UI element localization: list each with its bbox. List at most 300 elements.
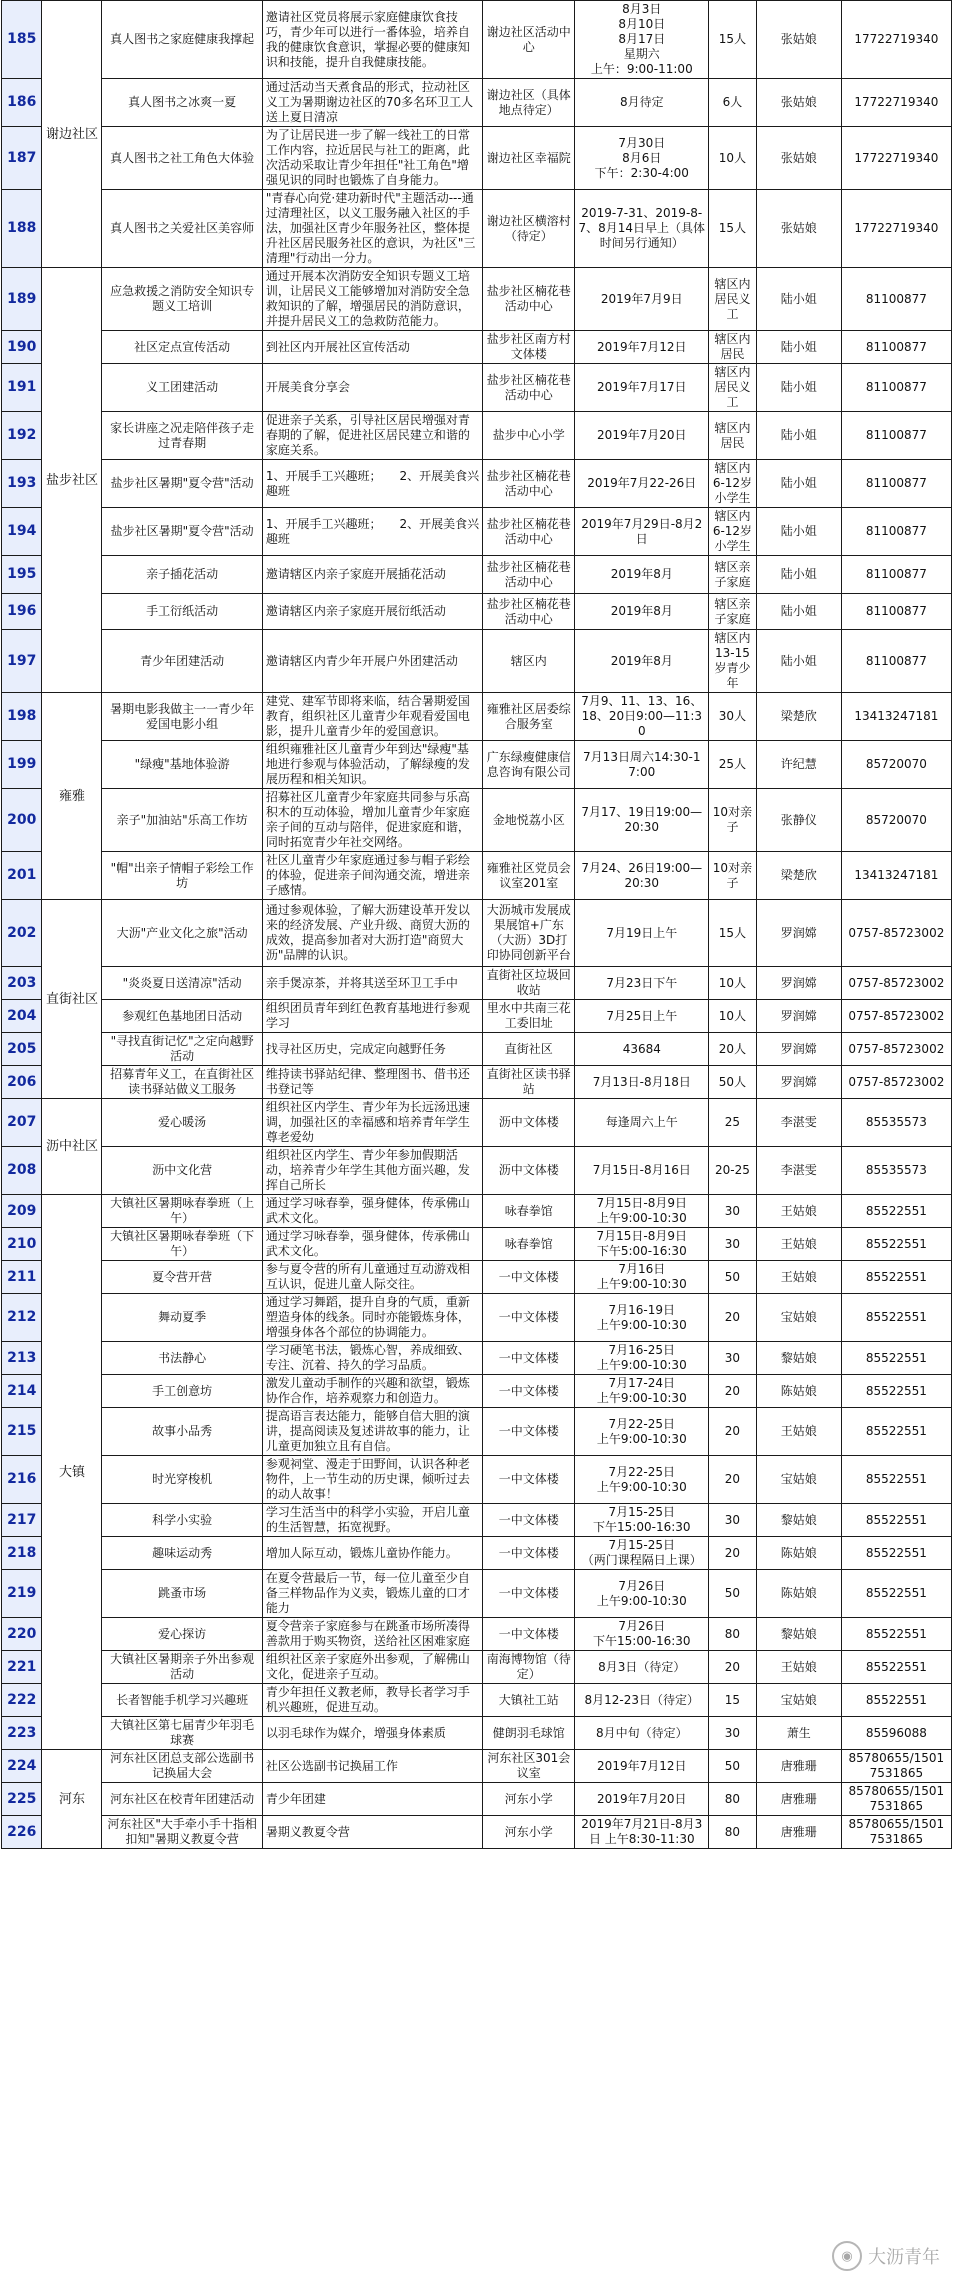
place-cell: 直街社区	[483, 1033, 575, 1066]
people-cell: 15人	[709, 900, 756, 967]
activity-name-cell: 大镇社区第七届青少年羽毛球赛	[102, 1717, 262, 1750]
activity-name-cell: 暑期电影我做主一一青少年爱国电影小组	[102, 693, 262, 741]
time-cell: 43684	[575, 1033, 709, 1066]
activity-content-cell: 开展美食分享会	[262, 364, 482, 412]
table-row	[2, 190, 952, 268]
place-cell: 咏春拳馆	[483, 1228, 575, 1261]
row-number-cell: 197	[2, 630, 42, 693]
activity-name-cell: 真人图书之关爱社区美容师	[102, 190, 262, 268]
table-row	[2, 1618, 952, 1651]
row-number-cell: 194	[2, 508, 42, 556]
row-number-cell: 186	[2, 79, 42, 127]
people-cell: 30	[709, 1195, 756, 1228]
people-cell: 辖区内居民	[709, 331, 756, 364]
people-cell: 10人	[709, 1000, 756, 1033]
phone-cell: 81100877	[841, 508, 951, 556]
table-row	[2, 1651, 952, 1684]
contact-cell: 黎姑娘	[756, 1342, 841, 1375]
time-cell: 7月30日 8月6日 下午：2:30-4:00	[575, 127, 709, 190]
time-cell: 2019年7月22-26日	[575, 460, 709, 508]
phone-cell: 85522551	[841, 1195, 951, 1228]
people-cell: 辖区内居民义工	[709, 268, 756, 331]
contact-cell: 王姑娘	[756, 1408, 841, 1456]
time-cell: 2019年7月17日	[575, 364, 709, 412]
table-row	[2, 1717, 952, 1750]
table-row	[2, 412, 952, 460]
table-row	[2, 364, 952, 412]
activity-name-cell: 沥中文化营	[102, 1147, 262, 1195]
contact-cell: 陆小姐	[756, 594, 841, 630]
table-row	[2, 1099, 952, 1147]
time-cell: 2019年7月12日	[575, 1750, 709, 1783]
contact-cell: 陆小姐	[756, 460, 841, 508]
activity-content-cell: 亲手煲凉茶，并将其送至环卫工手中	[262, 967, 482, 1000]
activity-name-cell: 应急救援之消防安全知识专题义工培训	[102, 268, 262, 331]
activity-name-cell: 义工团建活动	[102, 364, 262, 412]
people-cell: 80	[709, 1816, 756, 1849]
activity-name-cell: 大镇社区暑期亲子外出参观活动	[102, 1651, 262, 1684]
row-number-cell: 200	[2, 789, 42, 852]
time-cell: 7月16-19日 上午9:00-10:30	[575, 1294, 709, 1342]
contact-cell: 罗润嫦	[756, 1066, 841, 1099]
place-cell: 谢边社区幸福院	[483, 127, 575, 190]
activity-content-cell: 学习硬笔书法，锻炼心智，养成细致、专注、沉着、持久的学习品质。	[262, 1342, 482, 1375]
table-row	[2, 79, 952, 127]
time-cell: 7月26日 上午9:00-10:30	[575, 1570, 709, 1618]
table-row	[2, 789, 952, 852]
row-number-cell: 212	[2, 1294, 42, 1342]
activity-name-cell: "帽"出亲子情帽子彩绘工作坊	[102, 852, 262, 900]
people-cell: 50	[709, 1750, 756, 1783]
time-cell: 2019年8月	[575, 630, 709, 693]
contact-cell: 宝姑娘	[756, 1456, 841, 1504]
table-row	[2, 1228, 952, 1261]
activity-name-cell: 真人图书之家庭健康我撑起	[102, 1, 262, 79]
time-cell: 8月3日 8月10日 8月17日 星期六 上午：9:00-11:00	[575, 1, 709, 79]
row-number-cell: 210	[2, 1228, 42, 1261]
place-cell: 一中文体楼	[483, 1537, 575, 1570]
time-cell: 7月22-25日 上午9:00-10:30	[575, 1456, 709, 1504]
people-cell: 30	[709, 1504, 756, 1537]
place-cell: 盐步社区楠花巷活动中心	[483, 364, 575, 412]
row-number-cell: 223	[2, 1717, 42, 1750]
place-cell: 一中文体楼	[483, 1294, 575, 1342]
contact-cell: 张姑娘	[756, 79, 841, 127]
time-cell: 7月15日-8月16日	[575, 1147, 709, 1195]
contact-cell: 陆小姐	[756, 556, 841, 594]
activity-name-cell: 跳蚤市场	[102, 1570, 262, 1618]
phone-cell: 85522551	[841, 1537, 951, 1570]
contact-cell: 王姑娘	[756, 1261, 841, 1294]
people-cell: 25	[709, 1099, 756, 1147]
time-cell: 7月15日-8月9日 下午5:00-16:30	[575, 1228, 709, 1261]
activity-name-cell: 家长讲座之况走陪伴孩子走过青春期	[102, 412, 262, 460]
phone-cell: 85522551	[841, 1294, 951, 1342]
time-cell: 7月19日上午	[575, 900, 709, 967]
activity-content-cell: 组织社区内学生、青少年参加假期活动，培养青少年学生其他方面兴趣，发挥自己所长	[262, 1147, 482, 1195]
contact-cell: 萧生	[756, 1717, 841, 1750]
table-row	[2, 1684, 952, 1717]
people-cell: 辖区内居民	[709, 412, 756, 460]
time-cell: 2019年7月12日	[575, 331, 709, 364]
activity-content-cell: 组织团员青年到红色教育基地进行参观学习	[262, 1000, 482, 1033]
people-cell: 10对亲子	[709, 789, 756, 852]
activity-content-cell: 增加人际互动，锻炼儿童协作能力。	[262, 1537, 482, 1570]
people-cell: 辖区内居民义工	[709, 364, 756, 412]
activity-content-cell: 暑期义教夏令营	[262, 1816, 482, 1849]
activity-name-cell: 大镇社区暑期咏春拳班（下午）	[102, 1228, 262, 1261]
people-cell: 20	[709, 1651, 756, 1684]
phone-cell: 85780655/15017531865	[841, 1783, 951, 1816]
activity-content-cell: 邀请社区党员将展示家庭健康饮食技巧，青少年可以进行一番体验，培养自我的健康饮食意识，掌握必要的健康知识和技能，提升自我健康技能。	[262, 1, 482, 79]
table-row	[2, 1147, 952, 1195]
table-row	[2, 741, 952, 789]
time-cell: 2019年7月29日-8月2日	[575, 508, 709, 556]
place-cell: 一中文体楼	[483, 1261, 575, 1294]
row-number-cell: 191	[2, 364, 42, 412]
phone-cell: 81100877	[841, 594, 951, 630]
contact-cell: 张姑娘	[756, 190, 841, 268]
activity-content-cell: 在夏令营最后一节，每一位儿童至少自备三样物品作为义卖，锻炼儿童的口才能力	[262, 1570, 482, 1618]
contact-cell: 王姑娘	[756, 1195, 841, 1228]
phone-cell: 85522551	[841, 1342, 951, 1375]
place-cell: 大镇社工站	[483, 1684, 575, 1717]
people-cell: 50	[709, 1261, 756, 1294]
contact-cell: 陆小姐	[756, 331, 841, 364]
people-cell: 25人	[709, 741, 756, 789]
table-row	[2, 1342, 952, 1375]
time-cell: 7月17-24日 上午9:00-10:30	[575, 1375, 709, 1408]
place-cell: 直街社区垃圾回收站	[483, 967, 575, 1000]
activity-content-cell: 邀请辖区内亲子家庭开展衍纸活动	[262, 594, 482, 630]
phone-cell: 81100877	[841, 364, 951, 412]
activity-content-cell: 社区公选副书记换届工作	[262, 1750, 482, 1783]
time-cell: 7月15-25日 （两门课程隔日上课）	[575, 1537, 709, 1570]
table-row	[2, 1, 952, 79]
activity-name-cell: 招募青年义工，在直街社区读书驿站做义工服务	[102, 1066, 262, 1099]
table-row	[2, 852, 952, 900]
contact-cell: 陆小姐	[756, 630, 841, 693]
place-cell: 健朗羽毛球馆	[483, 1717, 575, 1750]
phone-cell: 17722719340	[841, 1, 951, 79]
place-cell: 河东小学	[483, 1783, 575, 1816]
row-number-cell: 226	[2, 1816, 42, 1849]
place-cell: 盐步社区楠花巷活动中心	[483, 460, 575, 508]
contact-cell: 陆小姐	[756, 364, 841, 412]
contact-cell: 陆小姐	[756, 508, 841, 556]
row-number-cell: 213	[2, 1342, 42, 1375]
time-cell: 8月待定	[575, 79, 709, 127]
table-row	[2, 1261, 952, 1294]
contact-cell: 李湛雯	[756, 1099, 841, 1147]
table-row	[2, 1294, 952, 1342]
row-number-cell: 201	[2, 852, 42, 900]
activity-name-cell: 手工衍纸活动	[102, 594, 262, 630]
time-cell: 7月17、19日19:00—20:30	[575, 789, 709, 852]
place-cell: 雍雅社区居委综合服务室	[483, 693, 575, 741]
activity-content-cell: 为了让居民进一步了解一线社工的日常工作内容，拉近居民与社工的距离，此次活动采取让青少年担任"社工角色"增强见识的同时也锻炼了自身能力。	[262, 127, 482, 190]
activity-content-cell: 参与夏令营的所有儿童通过互动游戏相互认识，促进儿童人际交往。	[262, 1261, 482, 1294]
contact-cell: 梁楚欣	[756, 693, 841, 741]
phone-cell: 85522551	[841, 1570, 951, 1618]
people-cell: 20	[709, 1294, 756, 1342]
community-cell: 盐步社区	[42, 268, 102, 693]
row-number-cell: 195	[2, 556, 42, 594]
table-row	[2, 1195, 952, 1228]
time-cell: 2019年8月	[575, 594, 709, 630]
activity-content-cell: 社区儿童青少年家庭通过参与帽子彩绘的体验，促进亲子间沟通交流，增进亲子感情。	[262, 852, 482, 900]
row-number-cell: 202	[2, 900, 42, 967]
place-cell: 盐步社区楠花巷活动中心	[483, 556, 575, 594]
activity-name-cell: 爱心暖汤	[102, 1099, 262, 1147]
contact-cell: 宝姑娘	[756, 1294, 841, 1342]
people-cell: 15人	[709, 1, 756, 79]
activity-content-cell: 以羽毛球作为媒介，增强身体素质	[262, 1717, 482, 1750]
activity-content-cell: 邀请辖区内亲子家庭开展插花活动	[262, 556, 482, 594]
time-cell: 8月3日（待定）	[575, 1651, 709, 1684]
contact-cell: 黎姑娘	[756, 1504, 841, 1537]
row-number-cell: 224	[2, 1750, 42, 1783]
people-cell: 80	[709, 1618, 756, 1651]
place-cell: 一中文体楼	[483, 1456, 575, 1504]
row-number-cell: 203	[2, 967, 42, 1000]
phone-cell: 85596088	[841, 1717, 951, 1750]
table-row	[2, 1783, 952, 1816]
place-cell: 盐步社区楠花巷活动中心	[483, 508, 575, 556]
time-cell: 7月22-25日 上午9:00-10:30	[575, 1408, 709, 1456]
phone-cell: 85720070	[841, 789, 951, 852]
row-number-cell: 208	[2, 1147, 42, 1195]
time-cell: 7月16日 上午9:00-10:30	[575, 1261, 709, 1294]
community-cell: 谢边社区	[42, 1, 102, 268]
contact-cell: 张姑娘	[756, 1, 841, 79]
time-cell: 7月25日上午	[575, 1000, 709, 1033]
time-cell: 7月13日-8月18日	[575, 1066, 709, 1099]
people-cell: 80	[709, 1783, 756, 1816]
activity-name-cell: 河东社区"大手牵小手十指相扣知"暑期义教夏令营	[102, 1816, 262, 1849]
time-cell: 7月16-25日 上午9:00-10:30	[575, 1342, 709, 1375]
activity-content-cell: "青春心向党·建功新时代"主题活动---通过清理社区，以义工服务融入社区的手法，加强社区青少年服务社区，整体提升社区居民服务社区的意识，为社区"三清理"行动出一分力。	[262, 190, 482, 268]
time-cell: 2019年7月9日	[575, 268, 709, 331]
activity-name-cell: 大沥"产业文化之旅"活动	[102, 900, 262, 967]
row-number-cell: 193	[2, 460, 42, 508]
table-row	[2, 1816, 952, 1849]
watermark	[832, 2241, 940, 2271]
place-cell: 直街社区读书驿站	[483, 1066, 575, 1099]
phone-cell: 85780655/15017531865	[841, 1750, 951, 1783]
activity-content-cell: 邀请辖区内青少年开展户外团建活动	[262, 630, 482, 693]
phone-cell: 85522551	[841, 1375, 951, 1408]
phone-cell: 85522551	[841, 1684, 951, 1717]
table-row	[2, 460, 952, 508]
activity-name-cell: 社区定点宣传活动	[102, 331, 262, 364]
table-row	[2, 1033, 952, 1066]
activity-content-cell: 招募社区儿童青少年家庭共同参与乐高积木的互动体验，增加儿童青少年家庭亲子间的互动与陪伴，促进家庭和谐，同时拓宽青少年社交网络。	[262, 789, 482, 852]
activity-content-cell: 青少年担任义教老师，教导长者学习手机兴趣班，促进互动。	[262, 1684, 482, 1717]
people-cell: 辖区亲子家庭	[709, 556, 756, 594]
people-cell: 50人	[709, 1066, 756, 1099]
phone-cell: 17722719340	[841, 190, 951, 268]
time-cell: 8月中旬（待定）	[575, 1717, 709, 1750]
activity-content-cell: 维持读书驿站纪律、整理图书、借书还书登记等	[262, 1066, 482, 1099]
table-row	[2, 594, 952, 630]
place-cell: 一中文体楼	[483, 1570, 575, 1618]
time-cell: 7月24、26日19:00—20:30	[575, 852, 709, 900]
activity-name-cell: 真人图书之社工角色大体验	[102, 127, 262, 190]
people-cell: 20	[709, 1408, 756, 1456]
place-cell: 河东社区301会议室	[483, 1750, 575, 1783]
phone-cell: 0757-85723002	[841, 1000, 951, 1033]
place-cell: 盐步社区南方村文体楼	[483, 331, 575, 364]
contact-cell: 梁楚欣	[756, 852, 841, 900]
table-row	[2, 331, 952, 364]
place-cell: 咏春拳馆	[483, 1195, 575, 1228]
phone-cell: 0757-85723002	[841, 1066, 951, 1099]
activity-content-cell: 促进亲子关系，引导社区居民增强对青春期的了解，促进社区居民建立和谐的家庭关系。	[262, 412, 482, 460]
phone-cell: 17722719340	[841, 79, 951, 127]
activity-name-cell: 书法静心	[102, 1342, 262, 1375]
place-cell: 金地悦荔小区	[483, 789, 575, 852]
row-number-cell: 190	[2, 331, 42, 364]
table-row	[2, 1570, 952, 1618]
table-row	[2, 630, 952, 693]
activity-content-cell: 组织雍雅社区儿童青少年到达"绿瘦"基地进行参观与体验活动，了解绿瘦的发展历程和相关知识。	[262, 741, 482, 789]
table-row	[2, 693, 952, 741]
table-row	[2, 1504, 952, 1537]
activity-name-cell: 趣味运动秀	[102, 1537, 262, 1570]
row-number-cell: 225	[2, 1783, 42, 1816]
activity-content-cell: 到社区内开展社区宣传活动	[262, 331, 482, 364]
row-number-cell: 189	[2, 268, 42, 331]
activity-name-cell: 舞动夏季	[102, 1294, 262, 1342]
activity-name-cell: 夏令营开营	[102, 1261, 262, 1294]
people-cell: 辖区内6-12岁小学生	[709, 460, 756, 508]
place-cell: 一中文体楼	[483, 1408, 575, 1456]
contact-cell: 许纪慧	[756, 741, 841, 789]
community-cell: 河东	[42, 1750, 102, 1849]
place-cell: 盐步社区楠花巷活动中心	[483, 594, 575, 630]
activity-content-cell: 找寻社区历史，完成定向越野任务	[262, 1033, 482, 1066]
contact-cell: 唐雅珊	[756, 1750, 841, 1783]
place-cell: 辖区内	[483, 630, 575, 693]
activity-name-cell: 真人图书之冰爽一夏	[102, 79, 262, 127]
activity-content-cell: 1、开展手工兴趣班； 2、开展美食兴趣班	[262, 460, 482, 508]
contact-cell: 陈姑娘	[756, 1570, 841, 1618]
contact-cell: 罗润嫦	[756, 900, 841, 967]
activity-content-cell: 1、开展手工兴趣班； 2、开展美食兴趣班	[262, 508, 482, 556]
place-cell: 河东小学	[483, 1816, 575, 1849]
time-cell: 2019-7-31、2019-8-7、8月14日早上（具体时间另行通知）	[575, 190, 709, 268]
row-number-cell: 188	[2, 190, 42, 268]
phone-cell: 81100877	[841, 630, 951, 693]
activity-name-cell: 大镇社区暑期咏春拳班（上午）	[102, 1195, 262, 1228]
row-number-cell: 205	[2, 1033, 42, 1066]
phone-cell: 85522551	[841, 1228, 951, 1261]
activity-content-cell: 通过活动当天煮食品的形式，拉动社区义工为暑期谢边社区的70多名环卫工人送上夏日清凉	[262, 79, 482, 127]
phone-cell: 17722719340	[841, 127, 951, 190]
people-cell: 50	[709, 1570, 756, 1618]
phone-cell: 13413247181	[841, 852, 951, 900]
row-number-cell: 198	[2, 693, 42, 741]
activity-content-cell: 青少年团建	[262, 1783, 482, 1816]
people-cell: 20	[709, 1456, 756, 1504]
row-number-cell: 218	[2, 1537, 42, 1570]
activity-name-cell: 亲子插花活动	[102, 556, 262, 594]
table-row	[2, 268, 952, 331]
contact-cell: 陈姑娘	[756, 1537, 841, 1570]
community-cell: 沥中社区	[42, 1099, 102, 1195]
phone-cell: 81100877	[841, 412, 951, 460]
row-number-cell: 221	[2, 1651, 42, 1684]
row-number-cell: 209	[2, 1195, 42, 1228]
activity-content-cell: 通过参观体验，了解大沥建设革开发以来的经济发展、产业升级、商贸大沥的成效，提高参加者对大沥打造"商贸大沥"品牌的认识。	[262, 900, 482, 967]
row-number-cell: 211	[2, 1261, 42, 1294]
contact-cell: 陈姑娘	[756, 1375, 841, 1408]
place-cell: 谢边社区（具体地点待定）	[483, 79, 575, 127]
time-cell: 7月13日周六14:30-17:00	[575, 741, 709, 789]
activity-content-cell: 参观祠堂、漫走于田野间，认识各种老物件，上一节生动的历史课，倾听过去的动人故事！	[262, 1456, 482, 1504]
people-cell: 30	[709, 1717, 756, 1750]
activity-content-cell: 学习生活当中的科学小实验，开启儿童的生活智慧，拓宽视野。	[262, 1504, 482, 1537]
place-cell: 广东绿瘦健康信息咨询有限公司	[483, 741, 575, 789]
row-number-cell: 215	[2, 1408, 42, 1456]
contact-cell: 唐雅珊	[756, 1816, 841, 1849]
place-cell: 谢边社区横溶村（待定）	[483, 190, 575, 268]
activity-name-cell: 亲子"加油站"乐高工作坊	[102, 789, 262, 852]
phone-cell: 85522551	[841, 1456, 951, 1504]
activity-name-cell: 手工创意坊	[102, 1375, 262, 1408]
place-cell: 一中文体楼	[483, 1504, 575, 1537]
table-row	[2, 556, 952, 594]
phone-cell: 85720070	[841, 741, 951, 789]
phone-cell: 85522551	[841, 1408, 951, 1456]
place-cell: 盐步中心小学	[483, 412, 575, 460]
activity-table	[1, 0, 952, 1849]
place-cell: 雍雅社区党员会议室201室	[483, 852, 575, 900]
people-cell: 6人	[709, 79, 756, 127]
table-row	[2, 1456, 952, 1504]
contact-cell: 陆小姐	[756, 268, 841, 331]
community-cell: 大镇	[42, 1195, 102, 1750]
place-cell: 一中文体楼	[483, 1618, 575, 1651]
people-cell: 20人	[709, 1033, 756, 1066]
time-cell: 每逢周六上午	[575, 1099, 709, 1147]
table-row	[2, 508, 952, 556]
activity-name-cell: 爱心探访	[102, 1618, 262, 1651]
row-number-cell: 206	[2, 1066, 42, 1099]
phone-cell: 85535573	[841, 1099, 951, 1147]
activity-content-cell: 通过学习舞蹈，提升自身的气质，重新塑造身体的线条。同时亦能锻炼身体，增强身体各个部位的协调能力。	[262, 1294, 482, 1342]
row-number-cell: 185	[2, 1, 42, 79]
people-cell: 辖区内6-12岁小学生	[709, 508, 756, 556]
phone-cell: 85522551	[841, 1618, 951, 1651]
contact-cell: 王姑娘	[756, 1651, 841, 1684]
activity-name-cell: 长者智能手机学习兴趣班	[102, 1684, 262, 1717]
table-row	[2, 1408, 952, 1456]
row-number-cell: 187	[2, 127, 42, 190]
community-cell: 直街社区	[42, 900, 102, 1099]
people-cell: 15人	[709, 190, 756, 268]
row-number-cell: 217	[2, 1504, 42, 1537]
contact-cell: 陆小姐	[756, 412, 841, 460]
row-number-cell: 214	[2, 1375, 42, 1408]
place-cell: 沥中文体楼	[483, 1099, 575, 1147]
place-cell: 里水中共南三花工委旧址	[483, 1000, 575, 1033]
activity-name-cell: 时光穿梭机	[102, 1456, 262, 1504]
activity-name-cell: 盐步社区暑期"夏令营"活动	[102, 460, 262, 508]
row-number-cell: 219	[2, 1570, 42, 1618]
phone-cell: 81100877	[841, 460, 951, 508]
